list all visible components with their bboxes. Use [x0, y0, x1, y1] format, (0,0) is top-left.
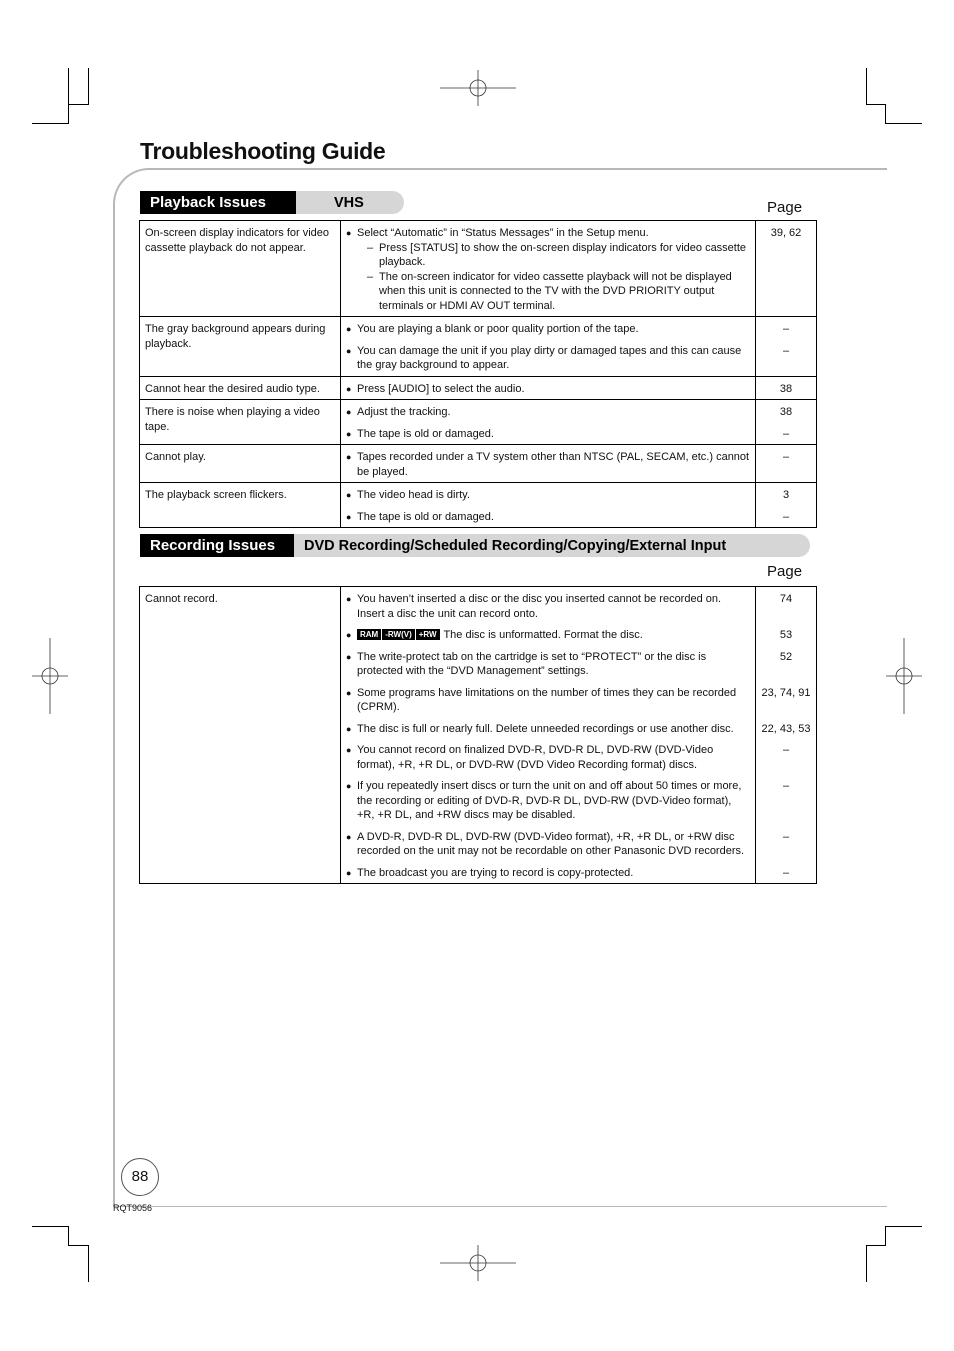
solution-text: Press [AUDIO] to select the audio. — [357, 382, 525, 395]
page-reference: 3 — [782, 489, 790, 501]
disc-type-tag: +RW — [416, 629, 440, 640]
solution-bullet — [346, 450, 750, 479]
table-row — [140, 376, 817, 400]
solution-cell — [341, 317, 756, 377]
solution-bullet — [346, 427, 750, 442]
table-row — [140, 587, 817, 884]
page-cell — [756, 587, 817, 884]
recording-section-header — [140, 534, 810, 557]
page-cell — [756, 445, 817, 483]
solution-bullet — [346, 344, 750, 373]
table-row — [140, 400, 817, 445]
playback-section-header — [140, 191, 404, 214]
page-reference: – — [782, 510, 790, 523]
solution-bullet — [346, 779, 750, 823]
recording-section-label: Recording Issues — [140, 534, 294, 557]
solution-text: The write-protect tab on the cartridge is set to “PROTECT” or the disc is protected with the “DVD Management” settings. — [357, 650, 707, 677]
problem-cell: Cannot play. — [140, 445, 341, 483]
playback-table — [139, 220, 817, 528]
recording-table — [139, 586, 817, 884]
table-row — [140, 483, 817, 528]
solution-text: You cannot record on finalized DVD-R, DVD-R DL, DVD-RW (DVD-Video format), +R, +R DL, or DVD-RW (DVD Video Recording format) discs. — [357, 744, 714, 771]
page-reference: 38 — [779, 406, 793, 418]
solution-text: The disc is full or nearly full. Delete unneeded recordings or use another disc. — [357, 722, 734, 735]
solution-cell — [341, 221, 756, 317]
solution-cell — [341, 483, 756, 528]
page-reference: 22, 43, 53 — [761, 722, 811, 735]
table-row — [140, 445, 817, 483]
page-reference: – — [782, 323, 790, 335]
page-cell — [756, 376, 817, 400]
disc-type-tag: RAM — [357, 629, 381, 640]
solution-text: If you repeatedly insert discs or turn the unit on and off about 50 times or more, the recording or editing of DVD-R, DVD-R DL, DVD-RW (DVD-Video format), +R, +R DL, and +RW discs may be disabled. — [357, 780, 742, 821]
solution-bullet — [346, 650, 750, 679]
solution-bullet — [346, 510, 750, 525]
solution-text: You can damage the unit if you play dirty or damaged tapes and this can cause the gray background to appear. — [357, 344, 742, 371]
solution-bullet — [346, 382, 750, 397]
disc-type-tag: -RW(V) — [382, 629, 415, 640]
solution-cell — [341, 376, 756, 400]
solution-text: The broadcast you are trying to record is copy-protected. — [357, 866, 634, 879]
playback-page-column-label: Page — [767, 199, 803, 216]
playback-section-label: Playback Issues — [140, 191, 296, 214]
problem-cell: Cannot record. — [140, 587, 341, 884]
solution-bullet — [346, 722, 750, 737]
page-reference: 39, 62 — [770, 227, 802, 239]
solution-text: Select “Automatic” in “Status Messages” in the Setup menu. — [357, 227, 649, 239]
problem-cell: The gray background appears during playback. — [140, 317, 341, 377]
solution-bullet — [346, 686, 750, 715]
page-reference: – — [782, 427, 790, 440]
solution-text: The tape is old or damaged. — [357, 427, 494, 440]
page-reference: – — [782, 344, 790, 357]
page-number: 88 — [121, 1158, 159, 1196]
page-cell — [756, 317, 817, 377]
solution-sub-item: – The on-screen indicator for video cassette playback will not be displayed when this unit is connected to the TV with the DVD PRIORITY output terminals or HDMI AV OUT terminal. — [357, 270, 750, 314]
solution-text: The tape is old or damaged. — [357, 510, 494, 523]
solution-bullet — [346, 226, 750, 313]
doc-code: RQT9056 — [113, 1203, 153, 1213]
solution-bullet — [346, 322, 750, 337]
solution-bullet — [346, 830, 750, 859]
solution-bullet — [346, 743, 750, 772]
solution-bullet — [346, 628, 750, 643]
solution-cell — [341, 400, 756, 445]
page-reference: 52 — [779, 650, 793, 663]
solution-cell — [341, 587, 756, 884]
solution-bullet — [346, 866, 750, 881]
page-reference: – — [782, 866, 790, 879]
solution-bullet — [346, 488, 750, 503]
solution-text: A DVD-R, DVD-R DL, DVD-RW (DVD-Video format), +R, +R DL, or +RW disc recorded on the unit may not be recordable on other Panasonic DVD recorders. — [357, 830, 745, 857]
solution-text: You haven’t inserted a disc or the disc you inserted cannot be recorded on. Insert a disc the unit can record onto. — [357, 593, 722, 620]
page-reference: 74 — [779, 593, 793, 605]
page-reference: – — [782, 830, 790, 843]
solution-cell — [341, 445, 756, 483]
page-cell — [756, 221, 817, 317]
problem-cell: On-screen display indicators for video cassette playback do not appear. — [140, 221, 341, 317]
page-cell — [756, 483, 817, 528]
problem-cell: Cannot hear the desired audio type. — [140, 376, 341, 400]
solution-text: The disc is unformatted. Format the disc. — [443, 629, 643, 641]
page-reference: – — [782, 744, 790, 756]
table-row — [140, 317, 817, 377]
solution-text: Adjust the tracking. — [357, 406, 451, 418]
solution-text: Tapes recorded under a TV system other than NTSC (PAL, SECAM, etc.) cannot be played. — [357, 451, 750, 478]
table-row — [140, 221, 817, 317]
recording-sub-label: DVD Recording/Scheduled Recording/Copying/External Input — [294, 534, 810, 557]
page-reference: – — [782, 451, 790, 463]
page-reference: 53 — [779, 629, 793, 641]
page-title: Troubleshooting Guide — [140, 138, 386, 164]
page-reference: 23, 74, 91 — [761, 686, 811, 699]
solution-sub-item: – Press [STATUS] to show the on-screen display indicators for video cassette playback. — [357, 241, 750, 270]
solution-text: Some programs have limitations on the number of times they can be recorded (CPRM). — [357, 686, 737, 713]
problem-cell: There is noise when playing a video tape. — [140, 400, 341, 445]
solution-bullet — [346, 592, 750, 621]
page-reference: – — [782, 780, 790, 792]
problem-cell: The playback screen flickers. — [140, 483, 341, 528]
page-cell — [756, 400, 817, 445]
playback-sub-label: VHS — [296, 191, 404, 214]
page-reference: 38 — [779, 382, 793, 395]
solution-text: You are playing a blank or poor quality portion of the tape. — [357, 323, 639, 335]
solution-bullet — [346, 405, 750, 420]
recording-page-column-label: Page — [767, 563, 803, 580]
solution-text: The video head is dirty. — [357, 489, 470, 501]
